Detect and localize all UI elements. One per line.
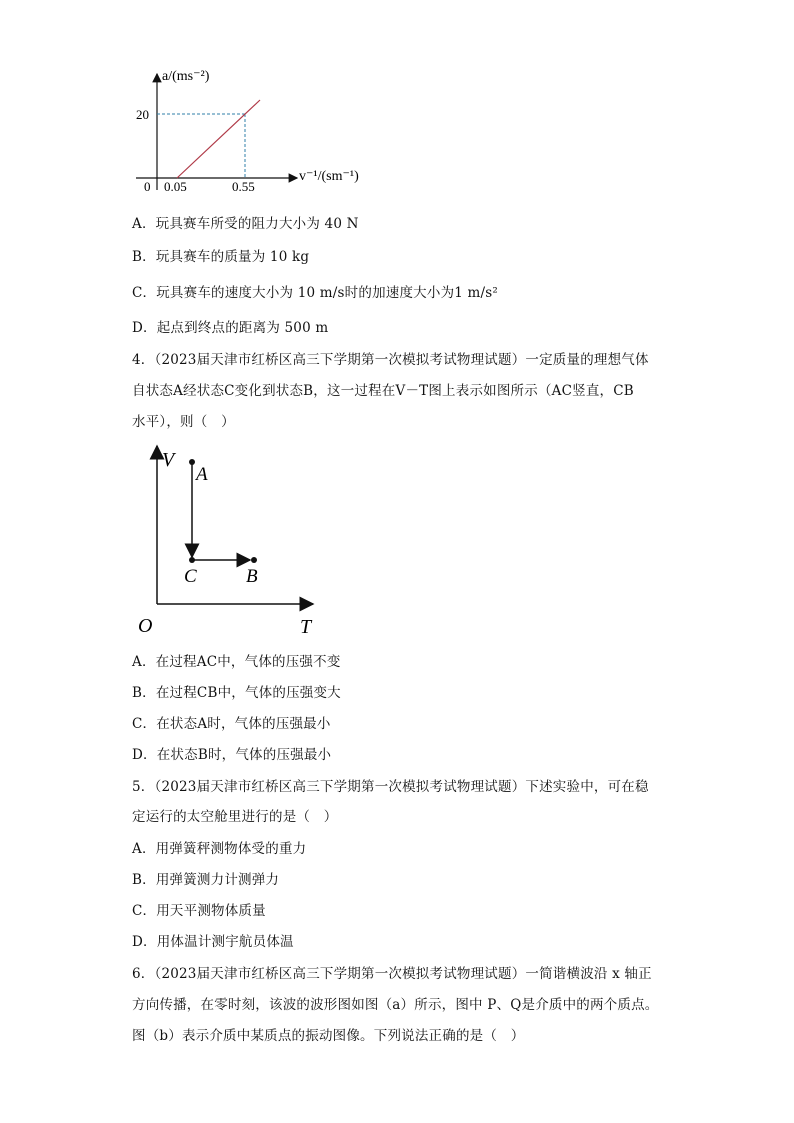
point-c-label: C [184,566,197,587]
q5-stem-line-1: 5．（2023届天津市红桥区高三下学期第一次模拟考试物理试题）下述实验中，可在稳 [132,779,649,795]
q5-option-a: A．用弹簧秤测物体受的重力 [132,841,307,857]
point-a-label: A [196,464,208,485]
origin-o-label: O [138,615,153,637]
q3-option-b: B．玩具赛车的质量为 10 kg [132,249,310,265]
q3-option-d: D．起点到终点的距离为 500 m [132,320,329,336]
x-tick-label-1: 0.05 [164,179,187,194]
q6-stem-line-2: 方向传播，在零时刻，该波的波形图如图（a）所示，图中 P、Q是介质中的两个质点。 [132,997,659,1013]
point-b-label: B [246,566,258,587]
acceleration-vs-inverse-velocity-graph [0,0,794,200]
q3-option-c: C．玩具赛车的速度大小为 10 m/s时的加速度大小为1 m/s² [132,285,499,301]
q4-stem-line-3: 水平），则（ ） [132,414,235,430]
q5-option-c: C．用天平测物体质量 [132,903,266,919]
y-tick-label: 20 [136,107,149,122]
y-axis-label: a/(ms⁻²) [162,69,210,84]
q3-option-a: A．玩具赛车所受的阻力大小为 40 N [132,216,359,232]
volume-temperature-diagram [0,440,794,640]
point-a-dot [189,459,195,465]
q4-stem-line-2: 自状态A经状态C变化到状态B，这一过程在V－T图上表示如图所示（AC竖直，CB [132,383,634,399]
origin-label: 0 [144,179,151,194]
q4-option-c: C．在状态A时，气体的压强最小 [132,716,331,732]
q4-option-a: A．在过程AC中，气体的压强不变 [132,654,341,670]
q5-option-b: B．用弹簧测力计测弹力 [132,872,280,888]
q4-option-b: B．在过程CB中，气体的压强变大 [132,685,341,701]
point-c-dot [189,557,195,563]
q6-stem-line-3: 图（b）表示介质中某质点的振动图像。下列说法正确的是（ ） [132,1028,525,1044]
v-axis-label: V [162,449,175,471]
data-line [177,100,260,178]
q4-stem-line-1: 4．（2023届天津市红桥区高三下学期第一次模拟考试物理试题）一定质量的理想气体 [132,352,649,368]
x-axis-label: v⁻¹/(sm⁻¹) [299,169,359,184]
q4-option-d: D．在状态B时，气体的压强最小 [132,747,332,763]
t-axis-label: T [300,616,312,638]
q5-stem-line-2: 定运行的太空舱里进行的是（ ） [132,809,338,825]
q5-option-d: D．用体温计测宇航员体温 [132,934,294,950]
x-tick-label-2: 0.55 [232,179,255,194]
point-b-dot [251,557,257,563]
q6-stem-line-1: 6．（2023届天津市红桥区高三下学期第一次模拟考试物理试题）一简谐横波沿 x 轴正 [132,966,652,982]
